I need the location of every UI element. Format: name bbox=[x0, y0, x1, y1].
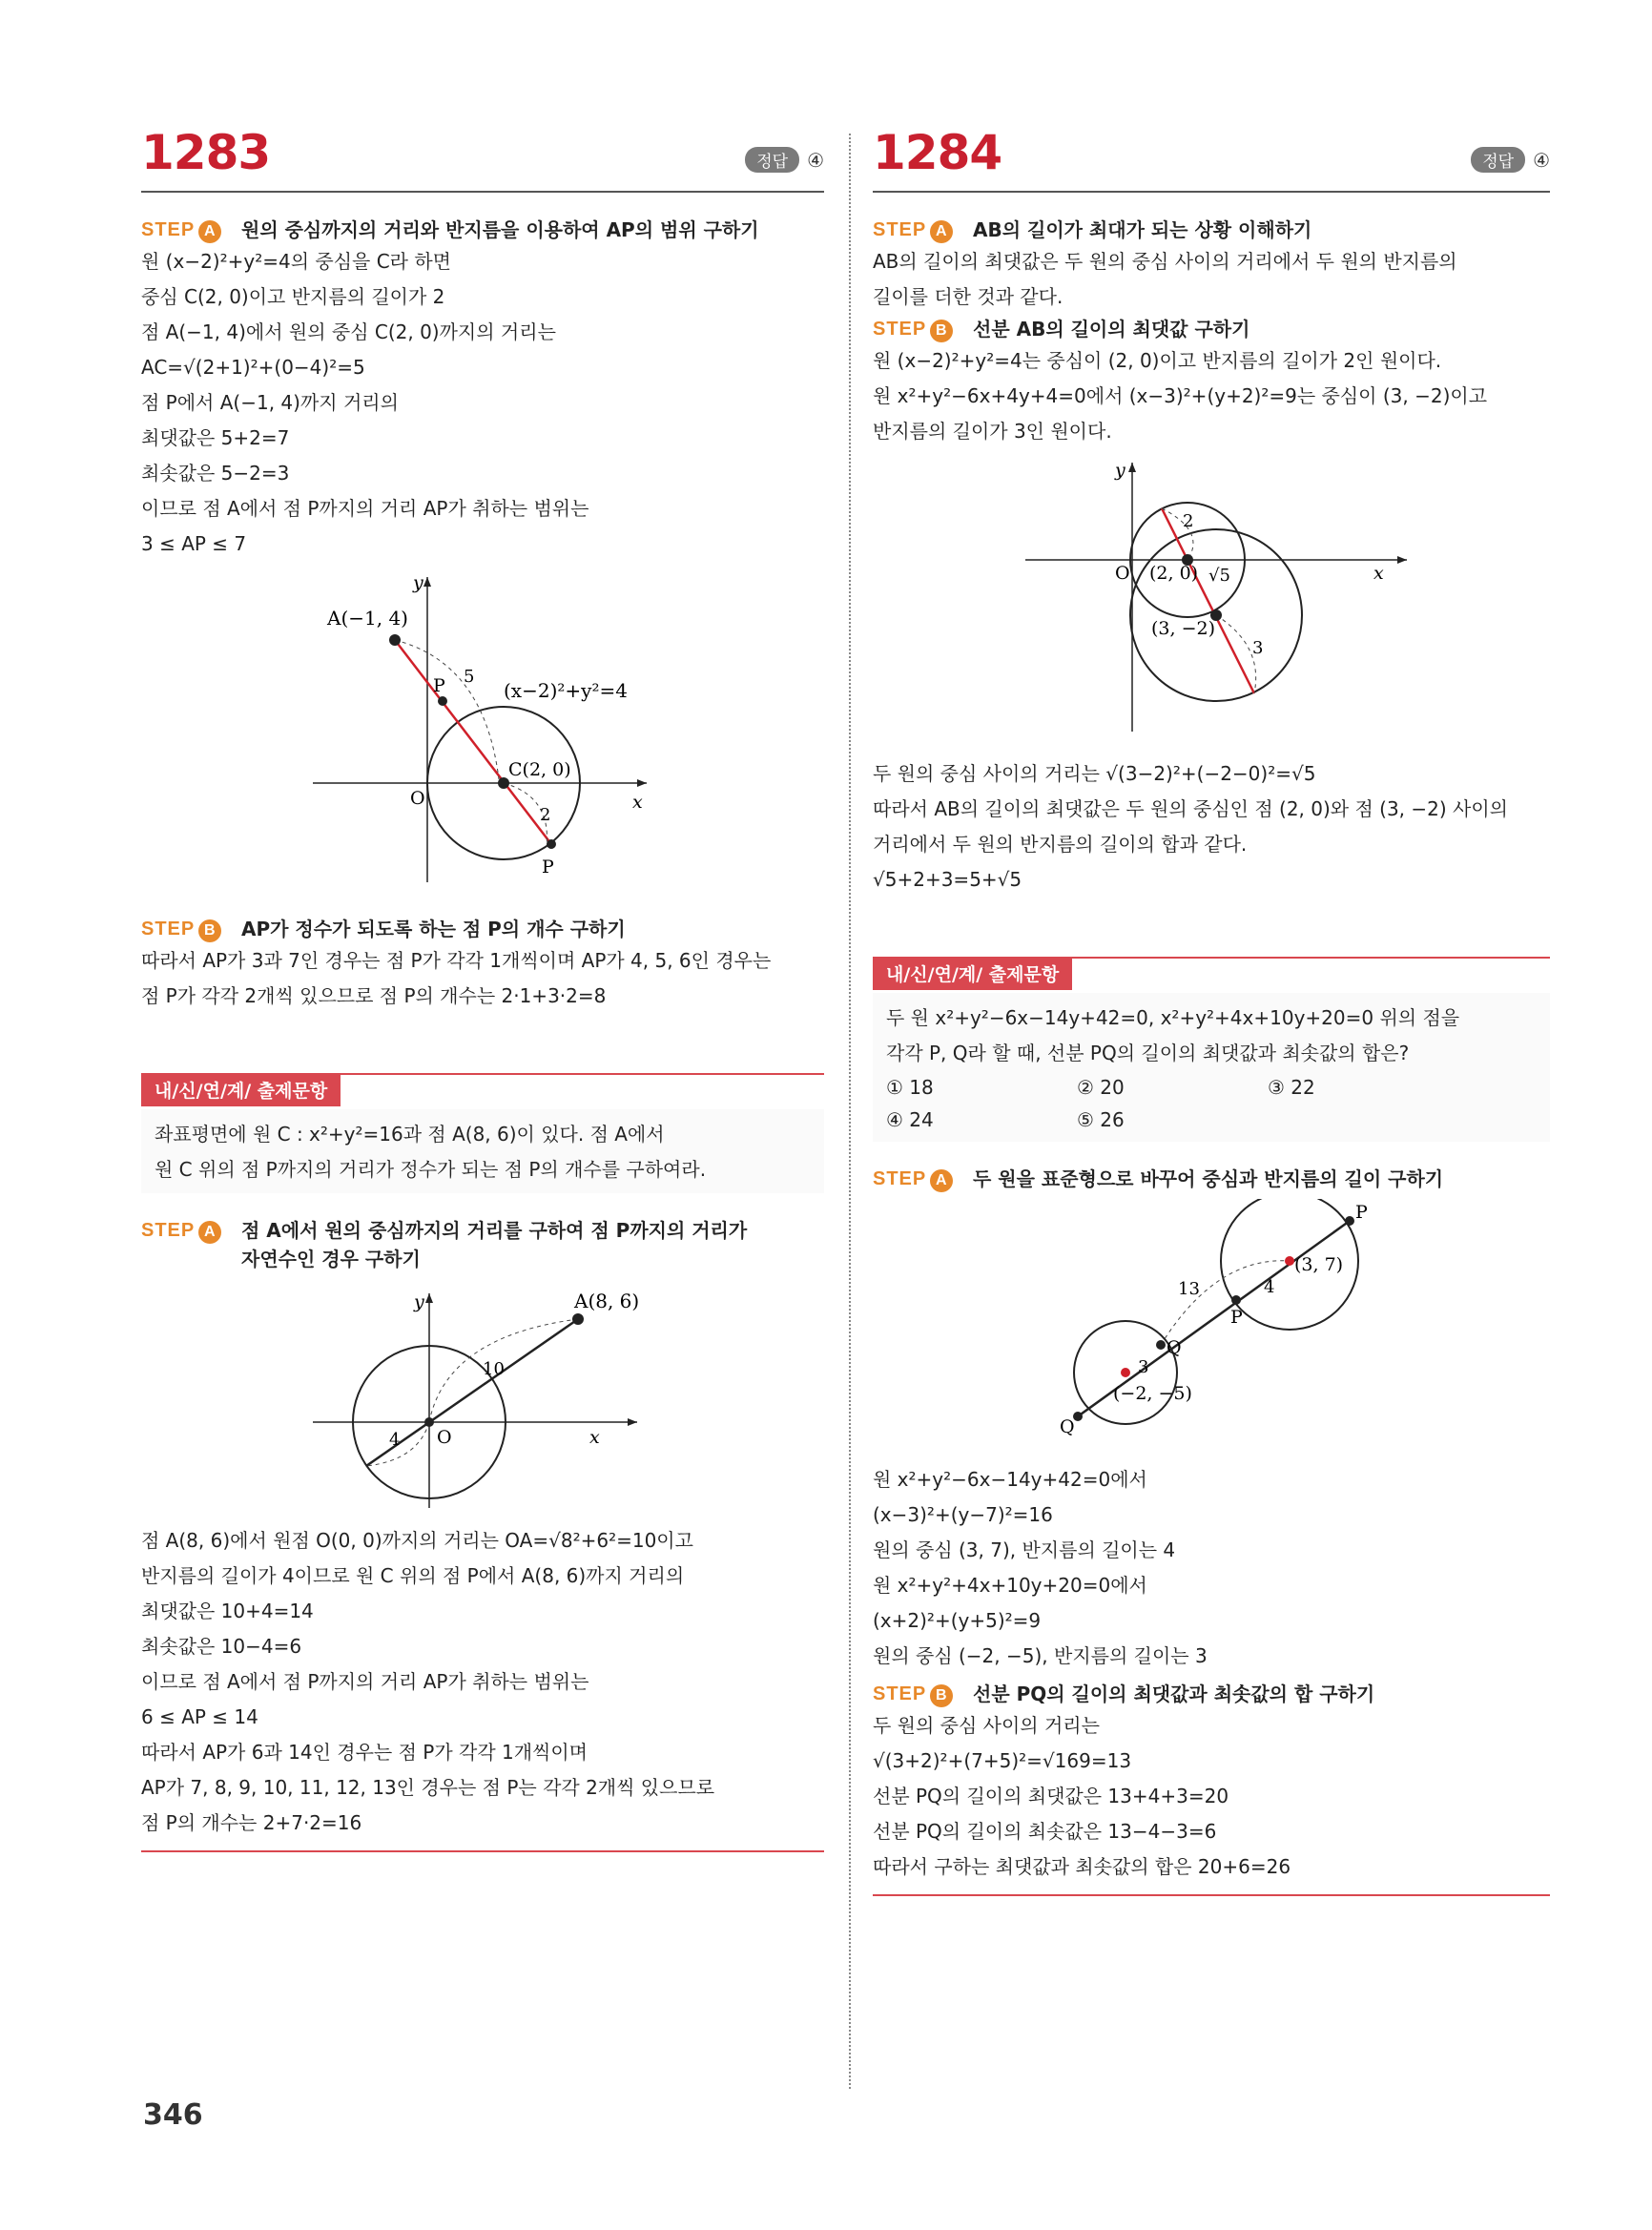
y-axis-arrow bbox=[423, 577, 431, 587]
figure-two-circles-pq bbox=[873, 1199, 1550, 1456]
step-tag: STEP B bbox=[873, 315, 953, 343]
text-line: 따라서 AB의 길이의 최댓값은 두 원의 중심인 점 (2, 0)와 점 (3, −2) 사이의 bbox=[873, 797, 1508, 820]
choice-1[interactable]: ① 18 bbox=[886, 1076, 934, 1099]
point-origin bbox=[424, 1417, 434, 1427]
y-axis-arrow bbox=[425, 1293, 433, 1303]
text-line: 거리에서 두 원의 반지름의 길이의 합과 같다. bbox=[873, 833, 1248, 856]
answer-value: ④ bbox=[807, 149, 824, 172]
text-line: 이므로 점 A에서 점 P까지의 거리 AP가 취하는 범위는 bbox=[141, 1670, 589, 1693]
answer-indicator bbox=[1471, 147, 1550, 173]
text-line: 원 x²+y²−6x+4y+4=0에서 (x−3)²+(y+2)²=9는 중심이 (3, −2)이고 bbox=[873, 384, 1488, 407]
label-p-top: P bbox=[1355, 1202, 1368, 1223]
text-line: 중심 C(2, 0)이고 반지름의 길이가 2 bbox=[141, 285, 445, 308]
choice-5[interactable]: ⑤ 26 bbox=[1077, 1108, 1125, 1131]
solution-text-2 bbox=[873, 343, 1550, 449]
point-p-mid bbox=[1231, 1295, 1241, 1305]
label-q-mid: Q bbox=[1167, 1337, 1182, 1358]
step-tag: STEP B bbox=[141, 915, 221, 943]
step-a-heading bbox=[141, 216, 824, 244]
text-line: 최댓값은 5+2=7 bbox=[141, 426, 290, 449]
label-center-2: (3, −2) bbox=[1151, 618, 1216, 639]
center-lower bbox=[1121, 1368, 1130, 1377]
label-p-mid: P bbox=[1230, 1307, 1243, 1328]
point-p-near bbox=[438, 696, 447, 706]
related-problem-tag: 내/신/연/계/ 출제문항 bbox=[873, 957, 1072, 990]
text-line: 좌표평면에 원 C : x²+y²=16과 점 A(8, 6)이 있다. 점 A에서 bbox=[155, 1123, 665, 1146]
text-line: 따라서 구하는 최댓값과 최솟값의 합은 20+6=26 bbox=[873, 1855, 1291, 1878]
text-line: 길이를 더한 것과 같다. bbox=[873, 285, 1063, 308]
label-dist-3: 3 bbox=[1138, 1357, 1149, 1377]
label-origin: O bbox=[437, 1427, 452, 1448]
text-line: 점 P의 개수는 2+7·2=16 bbox=[141, 1811, 362, 1834]
label-dist-2: 2 bbox=[1183, 511, 1194, 531]
step-b-heading bbox=[141, 915, 824, 943]
label-dist-sqrt5: √5 bbox=[1208, 566, 1230, 586]
point-a bbox=[389, 634, 401, 646]
solution-text-5 bbox=[873, 1708, 1550, 1885]
text-line: AC=√(2+1)²+(0−4)²=5 bbox=[141, 356, 365, 379]
answer-choices bbox=[886, 1104, 1537, 1136]
point-a bbox=[572, 1313, 584, 1325]
label-q-bot: Q bbox=[1060, 1416, 1075, 1437]
text-line: √5+2+3=5+√5 bbox=[873, 868, 1022, 891]
point-p-top bbox=[1345, 1216, 1354, 1226]
label-dist-13: 13 bbox=[1178, 1279, 1200, 1299]
label-p1: P bbox=[433, 675, 445, 696]
label-y: y bbox=[413, 572, 423, 593]
choice-4[interactable]: ④ 24 bbox=[886, 1108, 934, 1131]
text-line: (x−3)²+(y−7)²=16 bbox=[873, 1503, 1053, 1526]
figure-circle-origin bbox=[141, 1279, 824, 1518]
step-tag: STEP A bbox=[141, 216, 221, 244]
text-line: 최솟값은 5−2=3 bbox=[141, 462, 290, 485]
related-problem-header bbox=[873, 957, 1550, 993]
answer-label: 정답 bbox=[745, 147, 799, 173]
text-line: 선분 PQ의 길이의 최솟값은 13−4−3=6 bbox=[873, 1820, 1217, 1843]
solution-text-4 bbox=[873, 1462, 1550, 1674]
dashed-arc-13 bbox=[1161, 1261, 1290, 1345]
answer-label: 정답 bbox=[1471, 147, 1525, 173]
label-x: x bbox=[1373, 563, 1384, 584]
x-axis-arrow bbox=[1397, 556, 1407, 564]
point-q-mid bbox=[1156, 1340, 1166, 1350]
text-line: 점 A(−1, 4)에서 원의 중심 C(2, 0)까지의 거리는 bbox=[141, 320, 556, 343]
choice-3[interactable]: ③ 22 bbox=[1268, 1076, 1315, 1099]
text-line: 각각 P, Q라 할 때, 선분 PQ의 길이의 최댓값과 최솟값의 합은? bbox=[886, 1042, 1410, 1064]
answer-indicator bbox=[745, 147, 824, 173]
label-y: y bbox=[1115, 460, 1125, 481]
label-a: A(8, 6) bbox=[574, 1290, 640, 1312]
problem-header bbox=[873, 124, 1550, 193]
x-axis-arrow bbox=[628, 1418, 637, 1426]
related-problem-body bbox=[141, 1109, 824, 1193]
answer-value: ④ bbox=[1533, 149, 1550, 172]
text-line: AP가 7, 8, 9, 10, 11, 12, 13인 경우는 점 P는 각각 2개씩 있으므로 bbox=[141, 1776, 715, 1799]
right-column bbox=[873, 124, 1550, 1896]
label-equation: (x−2)²+y²=4 bbox=[504, 679, 628, 702]
column-divider bbox=[849, 134, 851, 2089]
answer-choices bbox=[886, 1071, 1537, 1104]
section-end-rule bbox=[141, 1841, 824, 1852]
step-tag: STEP B bbox=[873, 1680, 953, 1708]
step-title: 두 원을 표준형으로 바꾸어 중심과 반지름의 길이 구하기 bbox=[973, 1167, 1444, 1190]
text-line: 두 원 x²+y²−6x−14y+42=0, x²+y²+4x+10y+20=0 위의 점을 bbox=[886, 1006, 1460, 1029]
step-tag: STEP A bbox=[141, 1216, 221, 1245]
problem-number: 1283 bbox=[141, 125, 271, 180]
text-line: 원의 중심 (3, 7), 반지름의 길이는 4 bbox=[873, 1538, 1176, 1561]
label-dist-2: 2 bbox=[540, 805, 551, 825]
text-line: 최댓값은 10+4=14 bbox=[141, 1600, 314, 1622]
text-line: 반지름의 길이가 3인 원이다. bbox=[873, 420, 1112, 443]
left-column bbox=[141, 124, 824, 1852]
text-line: 두 원의 중심 사이의 거리는 √(3−2)²+(−2−0)²=√5 bbox=[873, 762, 1316, 785]
label-a: A(−1, 4) bbox=[327, 607, 408, 630]
text-line: 점 A(8, 6)에서 원점 O(0, 0)까지의 거리는 OA=√8²+6²=10이고 bbox=[141, 1529, 693, 1552]
step-title: 선분 PQ의 길이의 최댓값과 최솟값의 합 구하기 bbox=[973, 1683, 1375, 1705]
label-center-1: (2, 0) bbox=[1149, 563, 1199, 584]
related-problem-header bbox=[141, 1073, 824, 1109]
text-line: 최솟값은 10−4=6 bbox=[141, 1635, 302, 1658]
step-a2-heading bbox=[873, 1165, 1550, 1193]
text-line: 반지름의 길이가 4이므로 원 C 위의 점 P에서 A(8, 6)까지 거리의 bbox=[141, 1564, 685, 1587]
label-x: x bbox=[632, 792, 643, 813]
label-x: x bbox=[589, 1427, 600, 1448]
related-problem-body bbox=[873, 993, 1550, 1142]
text-line: 점 P가 각각 2개씩 있으므로 점 P의 개수는 2·1+3·2=8 bbox=[141, 984, 607, 1007]
text-line: (x+2)²+(y+5)²=9 bbox=[873, 1609, 1042, 1632]
page-number: 346 bbox=[143, 2098, 203, 2132]
label-center-upper: (3, 7) bbox=[1294, 1254, 1344, 1275]
text-line: 점 P에서 A(−1, 4)까지 거리의 bbox=[141, 391, 399, 414]
text-line: 원 C 위의 점 P까지의 거리가 정수가 되는 점 P의 개수를 구하여라. bbox=[155, 1158, 707, 1181]
step-a2-heading bbox=[141, 1216, 824, 1273]
step-tag: STEP A bbox=[873, 216, 953, 244]
step-b-heading bbox=[873, 315, 1550, 343]
solution-text-3 bbox=[141, 1523, 824, 1841]
choice-2[interactable]: ② 20 bbox=[1077, 1076, 1125, 1099]
y-axis-arrow bbox=[1128, 463, 1136, 472]
label-dist-4: 4 bbox=[1264, 1277, 1275, 1297]
solution-text-2 bbox=[141, 943, 824, 1014]
solution-text-1 bbox=[873, 244, 1550, 315]
label-y: y bbox=[414, 1291, 424, 1312]
text-line: 원 x²+y²+4x+10y+20=0에서 bbox=[873, 1574, 1147, 1597]
text-line: 3 ≤ AP ≤ 7 bbox=[141, 532, 247, 555]
solution-text-1 bbox=[141, 244, 824, 562]
label-dist-10: 10 bbox=[483, 1359, 505, 1379]
text-line: 따라서 AP가 6과 14인 경우는 점 P가 각각 1개씩이며 bbox=[141, 1741, 589, 1764]
step-b2-heading bbox=[873, 1680, 1550, 1708]
text-line: 선분 PQ의 길이의 최댓값은 13+4+3=20 bbox=[873, 1785, 1229, 1807]
step-title: 선분 AB의 길이의 최댓값 구하기 bbox=[973, 318, 1250, 341]
step-a-heading bbox=[873, 216, 1550, 244]
text-line: 원 (x−2)²+y²=4의 중심을 C라 하면 bbox=[141, 250, 451, 273]
related-problem-tag: 내/신/연/계/ 출제문항 bbox=[141, 1073, 341, 1106]
center-upper bbox=[1285, 1256, 1294, 1266]
step-title: AB의 길이가 최대가 되는 상황 이해하기 bbox=[973, 218, 1312, 241]
text-line: 원 x²+y²−6x−14y+42=0에서 bbox=[873, 1468, 1147, 1491]
label-dist-5: 5 bbox=[464, 667, 475, 687]
problem-number: 1284 bbox=[873, 125, 1002, 180]
text-line: 따라서 AP가 3과 7인 경우는 점 P가 각각 1개씩이며 AP가 4, 5, 6인 경우는 bbox=[141, 949, 772, 972]
problem-header bbox=[141, 124, 824, 193]
text-line: AB의 길이의 최댓값은 두 원의 중심 사이의 거리에서 두 원의 반지름의 bbox=[873, 250, 1457, 273]
text-line: 6 ≤ AP ≤ 14 bbox=[141, 1705, 258, 1728]
label-c: C(2, 0) bbox=[508, 759, 571, 780]
step-title-line: 점 A에서 원의 중심까지의 거리를 구하여 점 P까지의 거리가 bbox=[241, 1219, 748, 1242]
solution-text-3 bbox=[873, 756, 1550, 898]
point-p-far bbox=[547, 839, 556, 849]
figure-circle-point-a bbox=[141, 568, 824, 892]
figure-two-circles bbox=[873, 455, 1550, 751]
label-origin: O bbox=[410, 788, 425, 809]
text-line: 원 (x−2)²+y²=4는 중심이 (2, 0)이고 반지름의 길이가 2인 원이다. bbox=[873, 349, 1442, 372]
label-center-lower: (−2, −5) bbox=[1113, 1383, 1192, 1404]
text-line: 이므로 점 A에서 점 P까지의 거리 AP가 취하는 범위는 bbox=[141, 497, 589, 520]
text-line: 원의 중심 (−2, −5), 반지름의 길이는 3 bbox=[873, 1644, 1208, 1667]
step-tag: STEP A bbox=[873, 1165, 953, 1193]
label-dist-4: 4 bbox=[389, 1430, 401, 1450]
text-line: 두 원의 중심 사이의 거리는 bbox=[873, 1714, 1100, 1737]
step-title: AP가 정수가 되도록 하는 점 P의 개수 구하기 bbox=[241, 918, 626, 940]
step-title: 원의 중심까지의 거리와 반지름을 이용하여 AP의 범위 구하기 bbox=[241, 218, 759, 241]
label-p2: P bbox=[542, 857, 554, 878]
section-end-rule bbox=[873, 1885, 1550, 1896]
label-origin: O bbox=[1115, 563, 1130, 584]
step-title-line: 자연수인 경우 구하기 bbox=[241, 1248, 421, 1270]
x-axis-arrow bbox=[637, 779, 647, 787]
label-dist-3: 3 bbox=[1252, 638, 1264, 658]
text-line: √(3+2)²+(7+5)²=√169=13 bbox=[873, 1749, 1132, 1772]
